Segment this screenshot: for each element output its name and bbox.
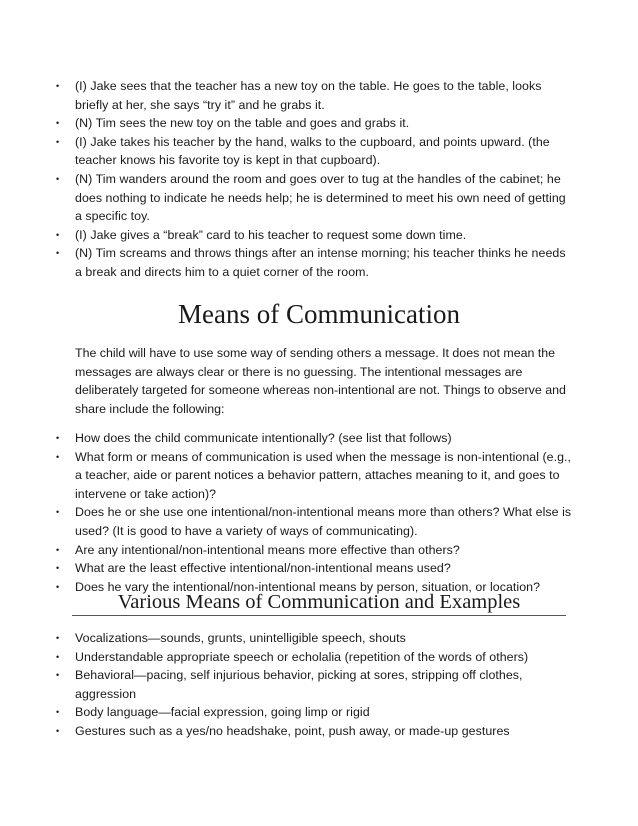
bullet-icon: • <box>56 725 60 736</box>
bullet-icon: • <box>56 433 60 443</box>
bullet-icon: • <box>56 651 60 662</box>
list-item-text: (I) Jake takes his teacher by the hand, walks to the cupboard, and points upward. (the teacher knows his favorite toy is kept in that cupboard). <box>75 134 550 168</box>
bullet-icon: • <box>56 707 60 718</box>
list-item-text: Understandable appropriate speech or echolalia (repetition of the words of others) <box>75 649 529 664</box>
list-item <box>0 503 638 540</box>
list-item-text: Does he vary the intentional/non-intentional means by person, situation, or location? <box>75 579 541 594</box>
bullet-icon: • <box>56 633 60 643</box>
list-item-text: Gestures such as a yes/no headshake, point, push away, or made-up gestures <box>75 723 510 738</box>
list-item-text: Are any intentional/non-intentional means more effective than others? <box>75 542 460 557</box>
list-item-text: (I) Jake gives a “break” card to his teacher to request some down time. <box>75 227 467 242</box>
heading-underline-divider <box>72 615 566 616</box>
list-item-text: Vocalizations—sounds, grunts, unintelligible speech, shouts <box>75 631 406 645</box>
bullet-icon: • <box>56 248 60 259</box>
list-item-text: Behavioral—pacing, self injurious behavior, picking at sores, stripping off clothes, aggression <box>75 668 523 701</box>
bullet-icon: • <box>56 507 60 518</box>
list-item-text: (N) Tim sees the new toy on the table and goes and grabs it. <box>75 116 410 131</box>
bullet-icon: • <box>56 544 60 555</box>
list-item <box>0 244 638 281</box>
list-item <box>0 170 638 226</box>
list-item-text: (I) Jake sees that the teacher has a new toy on the table. He goes to the table, looks briefly at her, she says “try it” and he grabs it. <box>75 79 542 112</box>
list-item <box>0 429 638 448</box>
list-item <box>0 133 638 170</box>
list-item-text: (N) Tim wanders around the room and goes over to tug at the handles of the cabinet; he does nothing to indicate he needs help; he is determined to meet his own need of getting a specific toy. <box>75 171 566 224</box>
section-paragraph: The child will have to use some way of sending others a message. It does not mean the messages are always clear or there is no guessing. The intentional messages are deliberately targeted for someone whereas non-intentional are not. Things to observe and share include the following: <box>75 346 566 416</box>
list-item-text: Body language—facial expression, going limp or rigid <box>75 705 370 720</box>
list-item-text: (N) Tim screams and throws things after an intense morning; his teacher thinks he needs a break and directs him to a quiet corner of the room. <box>75 246 566 279</box>
bullet-icon: • <box>56 229 60 240</box>
list-item <box>0 448 638 504</box>
list-item <box>0 722 638 741</box>
list-item-text: What form or means of communication is used when the message is non-intentional (e.g., a teacher, aide or parent notices a behavior pattern, attaches meaning to it, and goes to intervene or take action)? <box>75 449 572 501</box>
list-item <box>0 648 638 667</box>
list-item <box>0 77 638 114</box>
bullet-icon: • <box>56 670 60 681</box>
section-heading-means-of-communication: Means of Communication <box>178 299 460 329</box>
bullet-icon: • <box>56 563 60 574</box>
list-item <box>0 703 638 722</box>
list-item <box>0 666 638 703</box>
section-heading-various-means: Various Means of Communication and Examples <box>117 591 521 613</box>
list-item <box>0 226 638 245</box>
list-item-text: How does the child communicate intentionally? (see list that follows) <box>75 431 452 445</box>
list-item <box>0 629 638 648</box>
list-item <box>0 114 638 133</box>
list-item-text: Does he or she use one intentional/non-intentional means more than others? What else is used? (It is good to have a variety of ways of communicating). <box>75 505 572 538</box>
bullet-icon: • <box>56 118 60 129</box>
list-item-text: What are the least effective intentional/non-intentional means used? <box>75 561 451 576</box>
bullet-icon: • <box>56 451 60 462</box>
observation-questions-list <box>0 429 638 596</box>
list-item <box>0 559 638 578</box>
list-item <box>0 541 638 560</box>
bullet-icon: • <box>56 581 60 592</box>
examples-list <box>0 77 638 282</box>
bullet-icon: • <box>56 173 60 184</box>
bullet-icon: • <box>56 81 60 91</box>
means-examples-list <box>0 629 638 741</box>
bullet-icon: • <box>56 136 60 147</box>
